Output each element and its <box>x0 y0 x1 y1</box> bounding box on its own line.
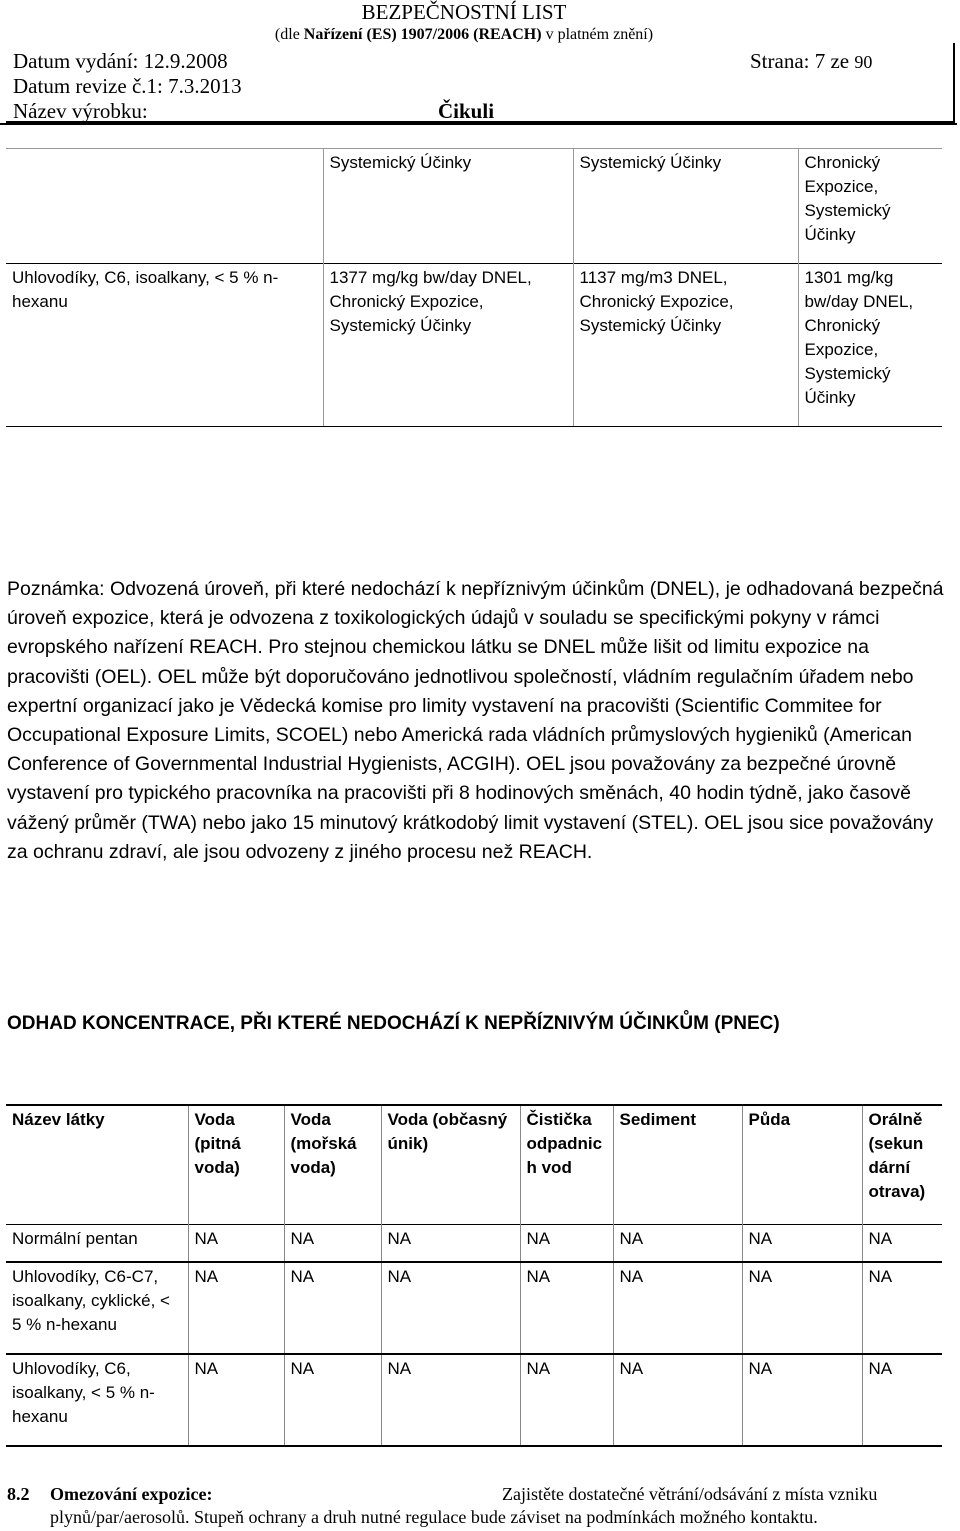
table-cell: NA <box>284 1354 381 1446</box>
table-cell: NA <box>188 1225 284 1263</box>
table-cell: NA <box>742 1354 862 1446</box>
table-cell: Systemický Účinky <box>323 149 573 264</box>
table-cell: NA <box>381 1225 520 1263</box>
table-cell: 1301 mg/kg bw/day DNEL, Chronický Expozice, Systemický Účinky <box>798 264 942 427</box>
table-cell: Systemický Účinky <box>573 149 798 264</box>
table-cell: NA <box>862 1354 942 1446</box>
table-cell: NA <box>862 1225 942 1263</box>
table-cell: NA <box>188 1262 284 1354</box>
section-continuation: plynů/par/aerosolů. Stupeň ochrany a druh nutné regulace bude záviset na podmínkách možného kontaktu. <box>50 1507 818 1527</box>
table-cell: NA <box>520 1225 613 1263</box>
table-cell: NA <box>613 1225 742 1263</box>
product-name: Čikuli <box>438 99 495 123</box>
page-number: Strana: 7 ze 90 <box>750 49 873 73</box>
column-header: Sediment <box>613 1105 742 1225</box>
column-header: Voda (pitná voda) <box>188 1105 284 1225</box>
pnec-table <box>6 1104 942 1447</box>
revision-date: Datum revize č.1: 7.3.2013 <box>13 74 242 98</box>
table-header-row <box>6 1105 942 1225</box>
table-cell: NA <box>284 1262 381 1354</box>
column-header: Půda <box>742 1105 862 1225</box>
table-cell: NA <box>284 1225 381 1263</box>
section-number: 8.2 <box>7 1484 30 1504</box>
table-cell: NA <box>862 1262 942 1354</box>
table-cell: NA <box>381 1262 520 1354</box>
document-title: BEZPEČNOSTNÍ LIST <box>361 0 567 24</box>
column-header: Čistička odpadnic h vod <box>520 1105 613 1225</box>
column-header: Orálně (sekun dární otrava) <box>862 1105 942 1225</box>
pnec-heading: ODHAD KONCENTRACE, PŘI KTERÉ NEDOCHÁZÍ K NEPŘÍZNIVÝM ÚČINKŮM (PNEC) <box>7 1013 780 1034</box>
table-cell: NA <box>520 1354 613 1446</box>
table-row <box>6 1262 942 1354</box>
dnel-note: Poznámka: Odvozená úroveň, při které nedochází k nepříznivým účinkům (DNEL), je odhadovaná bezpečná úroveň expozice, která je odvozena z toxikologických údajů v souladu se specifickými pokyny v rámci evropského nařízení REACH. Pro stejnou chemickou látku se DNEL může lišit od limitu expozice na pracovišti (OEL). OEL může být doporučováno jednotlivou společností, vládním regulačním úřadem nebo expertní organizací jako je Vědecká komise pro limity vystavení na pracovišti (Scientific Commitee for Occupational Exposure Limits, SCOEL) nebo Americká rada vládních průmyslových hygieniků (American Conference of Governmental Industrial Hygienists, ACGIH). OEL jsou považovány za bezpečné úrovně vystavení pro typického pracovníka na pracovišti při 8 hodinových směnách, 40 hodin týdně, jako časově vážený průměr (TWA) nebo jako 15 minutový krátkodobý limit vystavení (STEL). OEL jsou sice považovány za ochranu zdraví, ale jsou odvozeny z jiného procesu než REACH. <box>7 578 944 863</box>
section-8-2 <box>7 1483 922 1527</box>
header-rule <box>0 123 957 125</box>
table-cell: NA <box>613 1354 742 1446</box>
table-cell: NA <box>381 1354 520 1446</box>
table-cell: NA <box>613 1262 742 1354</box>
issue-date: Datum vydání: 12.9.2008 <box>13 49 228 73</box>
table-cell: Uhlovodíky, C6, isoalkany, < 5 % n-hexanu <box>6 1354 188 1446</box>
dnel-table <box>6 148 942 427</box>
table-cell: Uhlovodíky, C6-C7, isoalkany, cyklické, < 5 % n-hexanu <box>6 1262 188 1354</box>
table-row <box>6 1225 942 1263</box>
table-row <box>6 1354 942 1446</box>
section-label: Omezování expozice: <box>50 1484 213 1504</box>
column-header: Voda (mořská voda) <box>284 1105 381 1225</box>
table-cell: Normální pentan <box>6 1225 188 1263</box>
product-label: Název výrobku: <box>13 99 148 123</box>
header-frame <box>6 43 955 123</box>
table-cell: NA <box>742 1225 862 1263</box>
table-cell: 1137 mg/m3 DNEL, Chronický Expozice, Systemický Účinky <box>573 264 798 427</box>
table-cell: Chronický Expozice, Systemický Účinky <box>798 149 942 264</box>
table-cell <box>6 149 323 264</box>
table-row <box>6 149 942 264</box>
table-row <box>6 264 942 427</box>
document-subtitle: (dle Nařízení (ES) 1907/2006 (REACH) v platném znění) <box>274 26 654 43</box>
section-value: Zajistěte dostatečné větrání/odsávání z místa vzniku <box>502 1484 878 1504</box>
column-header: Voda (občasný únik) <box>381 1105 520 1225</box>
table-cell: NA <box>742 1262 862 1354</box>
table-cell: 1377 mg/kg bw/day DNEL, Chronický Expozice, Systemický Účinky <box>323 264 573 427</box>
column-header: Název látky <box>6 1105 188 1225</box>
table-cell: Uhlovodíky, C6, isoalkany, < 5 % n-hexanu <box>6 264 323 427</box>
table-cell: NA <box>188 1354 284 1446</box>
table-cell: NA <box>520 1262 613 1354</box>
